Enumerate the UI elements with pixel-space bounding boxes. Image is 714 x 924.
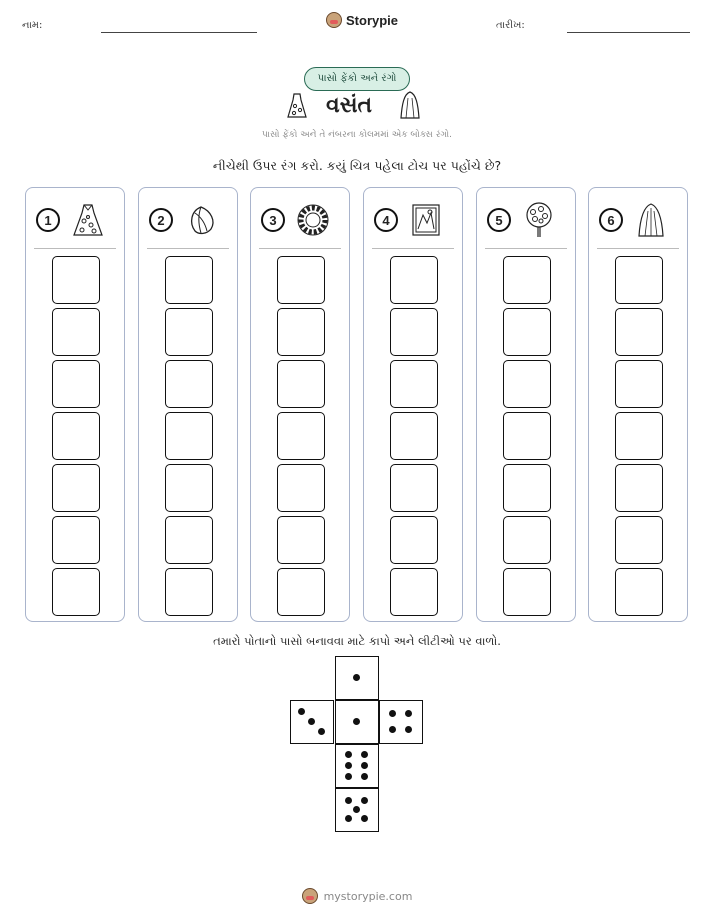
die-pip xyxy=(389,710,396,717)
color-box[interactable] xyxy=(277,464,325,512)
color-box[interactable] xyxy=(165,464,213,512)
dress-icon xyxy=(70,202,106,238)
color-box[interactable] xyxy=(165,568,213,616)
die-pip xyxy=(361,751,368,758)
die-face xyxy=(290,700,334,744)
color-box[interactable] xyxy=(52,516,100,564)
die-pip xyxy=(405,710,412,717)
die-face xyxy=(335,656,379,700)
question: નીચેથી ઉપર રંગ કરો. કયું ચિત્ર પહેલા ટોચ પર પહોંચે છે? xyxy=(212,158,502,173)
column-header xyxy=(261,202,331,238)
storypie-logo-icon xyxy=(326,12,342,28)
column-4 xyxy=(363,187,463,622)
color-box[interactable] xyxy=(277,412,325,460)
die-pip xyxy=(353,718,360,725)
column-2 xyxy=(138,187,238,622)
color-box[interactable] xyxy=(165,412,213,460)
color-box[interactable] xyxy=(165,516,213,564)
tree-icon xyxy=(521,202,557,238)
column-header xyxy=(149,202,219,238)
veil-icon xyxy=(399,90,421,120)
column-number: 3 xyxy=(261,208,285,232)
color-box[interactable] xyxy=(503,568,551,616)
color-box[interactable] xyxy=(615,256,663,304)
page-title: વસંત xyxy=(326,93,373,118)
die-pip xyxy=(361,762,368,769)
stamp-icon xyxy=(408,202,444,238)
color-box[interactable] xyxy=(390,308,438,356)
die-pip xyxy=(353,806,360,813)
color-box[interactable] xyxy=(52,464,100,512)
die-face xyxy=(335,700,379,744)
die-pip xyxy=(345,773,352,780)
brand-logo xyxy=(326,12,398,28)
column-divider xyxy=(147,248,229,249)
footer xyxy=(0,888,714,904)
die-pip xyxy=(361,773,368,780)
die-pip xyxy=(345,762,352,769)
die-face xyxy=(335,788,379,832)
footer-url: mystorypie.com xyxy=(323,889,413,903)
storypie-logo-icon xyxy=(302,888,318,904)
instructions: પાસો ફેંકો અને તે નંબરના કોલમમાં એક બોક્સ રંગો. xyxy=(261,130,453,140)
brand-name: Storypie xyxy=(346,12,399,28)
color-box[interactable] xyxy=(277,568,325,616)
die-pip xyxy=(345,751,352,758)
die-face xyxy=(335,744,379,788)
color-box[interactable] xyxy=(165,256,213,304)
color-box[interactable] xyxy=(52,256,100,304)
color-box[interactable] xyxy=(390,568,438,616)
column-6 xyxy=(588,187,688,622)
color-box[interactable] xyxy=(615,360,663,408)
color-box[interactable] xyxy=(503,308,551,356)
column-header xyxy=(599,202,669,238)
die-pip xyxy=(361,815,368,822)
color-boxes xyxy=(52,256,100,616)
color-box[interactable] xyxy=(615,464,663,512)
date-label: તારીખ: xyxy=(496,20,525,31)
color-box[interactable] xyxy=(277,308,325,356)
color-boxes xyxy=(390,256,438,616)
color-box[interactable] xyxy=(277,360,325,408)
dress-icon xyxy=(286,92,308,120)
color-box[interactable] xyxy=(277,256,325,304)
color-box[interactable] xyxy=(503,412,551,460)
color-box[interactable] xyxy=(52,412,100,460)
die-pip xyxy=(345,815,352,822)
column-1 xyxy=(25,187,125,622)
column-5 xyxy=(476,187,576,622)
column-number: 5 xyxy=(487,208,511,232)
color-box[interactable] xyxy=(503,464,551,512)
die-pip xyxy=(308,718,315,725)
color-boxes xyxy=(277,256,325,616)
die-face xyxy=(379,700,423,744)
column-number: 4 xyxy=(374,208,398,232)
wreath-icon xyxy=(295,202,331,238)
color-boxes xyxy=(165,256,213,616)
die-pip xyxy=(318,728,325,735)
name-line xyxy=(101,32,257,33)
column-divider xyxy=(372,248,454,249)
color-box[interactable] xyxy=(52,308,100,356)
die-pip xyxy=(298,708,305,715)
color-box[interactable] xyxy=(615,412,663,460)
color-box[interactable] xyxy=(52,568,100,616)
color-box[interactable] xyxy=(503,516,551,564)
column-header xyxy=(374,202,444,238)
color-boxes xyxy=(615,256,663,616)
color-box[interactable] xyxy=(615,516,663,564)
color-box[interactable] xyxy=(503,256,551,304)
flower-bud-icon xyxy=(183,202,219,238)
column-header xyxy=(487,202,557,238)
color-box[interactable] xyxy=(503,360,551,408)
column-divider xyxy=(259,248,341,249)
color-box[interactable] xyxy=(165,308,213,356)
column-number: 6 xyxy=(599,208,623,232)
column-header xyxy=(36,202,106,238)
color-box[interactable] xyxy=(615,568,663,616)
color-box[interactable] xyxy=(615,308,663,356)
column-divider xyxy=(597,248,679,249)
color-box[interactable] xyxy=(390,256,438,304)
veil-icon xyxy=(633,202,669,238)
date-line xyxy=(567,32,690,33)
color-box[interactable] xyxy=(277,516,325,564)
color-box[interactable] xyxy=(390,516,438,564)
name-label: નામ: xyxy=(22,20,43,31)
cut-instruction: તમારો પોતાનો પાસો બનાવવા માટે કાપો અને લીટીઓ પર વાળો. xyxy=(213,634,501,648)
die-pip xyxy=(345,797,352,804)
color-box[interactable] xyxy=(390,360,438,408)
color-box[interactable] xyxy=(390,412,438,460)
die-pip xyxy=(353,674,360,681)
die-pip xyxy=(389,726,396,733)
column-divider xyxy=(485,248,567,249)
die-pip xyxy=(405,726,412,733)
color-box[interactable] xyxy=(52,360,100,408)
die-pip xyxy=(361,797,368,804)
column-divider xyxy=(34,248,116,249)
column-number: 2 xyxy=(149,208,173,232)
column-3 xyxy=(250,187,350,622)
activity-badge: પાસો ફેંકો અને રંગો xyxy=(304,67,410,91)
column-number: 1 xyxy=(36,208,60,232)
color-boxes xyxy=(503,256,551,616)
color-box[interactable] xyxy=(390,464,438,512)
color-box[interactable] xyxy=(165,360,213,408)
